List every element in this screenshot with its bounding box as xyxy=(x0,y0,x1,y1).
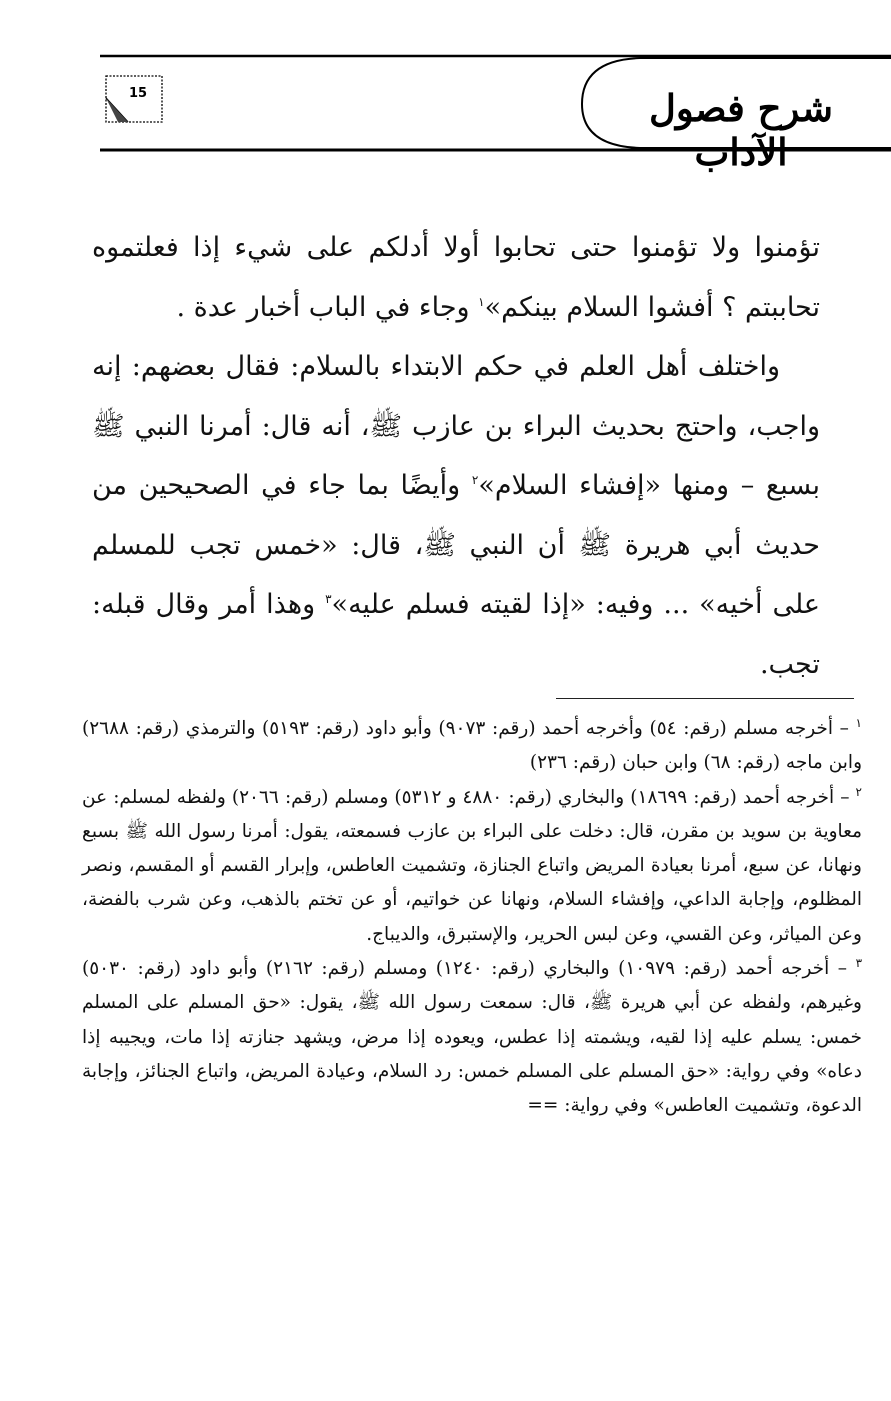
paragraph-2-text: واختلف أهل العلم في حكم الابتداء بالسلام: فقال بعضهم: إنه واجب، واحتج بحديث البراء بن عازب ﷺ، أنه قال: أمرنا النبي ﷺ بسبع – ومنها «إفشاء السلام» xyxy=(92,351,820,501)
running-title: شرح فصول الآداب xyxy=(649,86,833,174)
footnote-3-marker: ٣ xyxy=(855,955,863,970)
paragraph-2 xyxy=(92,337,820,694)
page-number: 15 xyxy=(128,86,148,101)
footnote-ref-1: ١ xyxy=(478,294,485,309)
footnote-2-text: – أخرجه أحمد (رقم: ١٨٦٩٩) والبخاري (رقم: ٤٨٨٠ و ٥٣١٢) ومسلم (رقم: ٢٠٦٦) ولفظه لمسلم: عن معاوية بن سويد بن مقرن، قال: دخلت على البراء بن عازب فسمعته، يقول: أمرنا رسول الله ﷺ بسبع ونهانا، عن سبع، أمرنا بعيادة المريض واتباع الجنازة، وتشميت العاطس، وإبرار القسم أو المقسم، ونصر المظلوم، وإجابة الداعي، وإفشاء السلام، ونهانا عن خواتيم، أو عن تختم بالذهب، وعن شرب بالفضة، وعن المياثر، وعن القسي، وعن لبس الحرير، والإستبرق، والديباج. xyxy=(82,786,862,945)
paragraph-1-text: تؤمنوا ولا تؤمنوا حتى تحابوا أولا أدلكم على شيء إذا فعلتموه تحاببتم ؟ أفشوا السلام بينكم» xyxy=(92,232,820,323)
footnote-3-text: – أخرجه أحمد (رقم: ١٠٩٧٩) والبخاري (رقم: ١٢٤٠) ومسلم (رقم: ٢١٦٢) وأبو داود (رقم: ٥٠٣٠) وغيرهم، ولفظه عن أبي هريرة ﷺ، قال: سمعت رسول الله ﷺ، يقول: «حق المسلم على المسلم خمس: يسلم عليه إذا لقيه، ويشمته إذا عطس، ويعوده إذا مرض، ويشهد جنازته إذا مات، ويجيبه إذا دعاه» وفي رواية: «حق المسلم على المسلم خمس: رد السلام، وعيادة المريض، واتباع الجنائز، وإجابة الدعوة، وتشميت العاطس» وفي رواية: == xyxy=(82,958,862,1117)
footnote-2 xyxy=(82,781,862,952)
footnotes xyxy=(82,712,862,1124)
footnote-1-marker: ١ xyxy=(855,715,862,730)
footnote-ref-2: ٢ xyxy=(471,473,479,487)
footnote-1-text: – أخرجه مسلم (رقم: ٥٤) وأخرجه أحمد (رقم: ٩٠٧٣) وأبو داود (رقم: ٥١٩٣) والترمذي (رقم: ٢٦٨٨) وابن ماجه (رقم: ٦٨) وابن حبان (رقم: ٢٣٦) xyxy=(82,718,862,774)
paragraph-1 xyxy=(92,218,820,337)
footnote-1 xyxy=(82,712,862,781)
footnote-ref-3: ٣ xyxy=(325,592,332,606)
paragraph-2-tail-2: وهذا أمر وقال قبله: تجب. xyxy=(92,589,820,680)
paragraph-2-tail: وأيضًا بما جاء في الصحيحين من حديث أبي هريرة ﷺ أن النبي ﷺ، قال: «خمس تجب للمسلم على أخيه» ... وفيه: «إذا لقيته فسلم عليه» xyxy=(92,470,821,620)
footnote-separator xyxy=(556,698,854,699)
footnote-2-marker: ٢ xyxy=(855,784,862,799)
paragraph-1-tail: وجاء في الباب أخبار عدة . xyxy=(176,291,479,323)
main-text xyxy=(92,218,820,694)
page-header xyxy=(0,0,891,174)
footnote-3 xyxy=(82,952,862,1123)
